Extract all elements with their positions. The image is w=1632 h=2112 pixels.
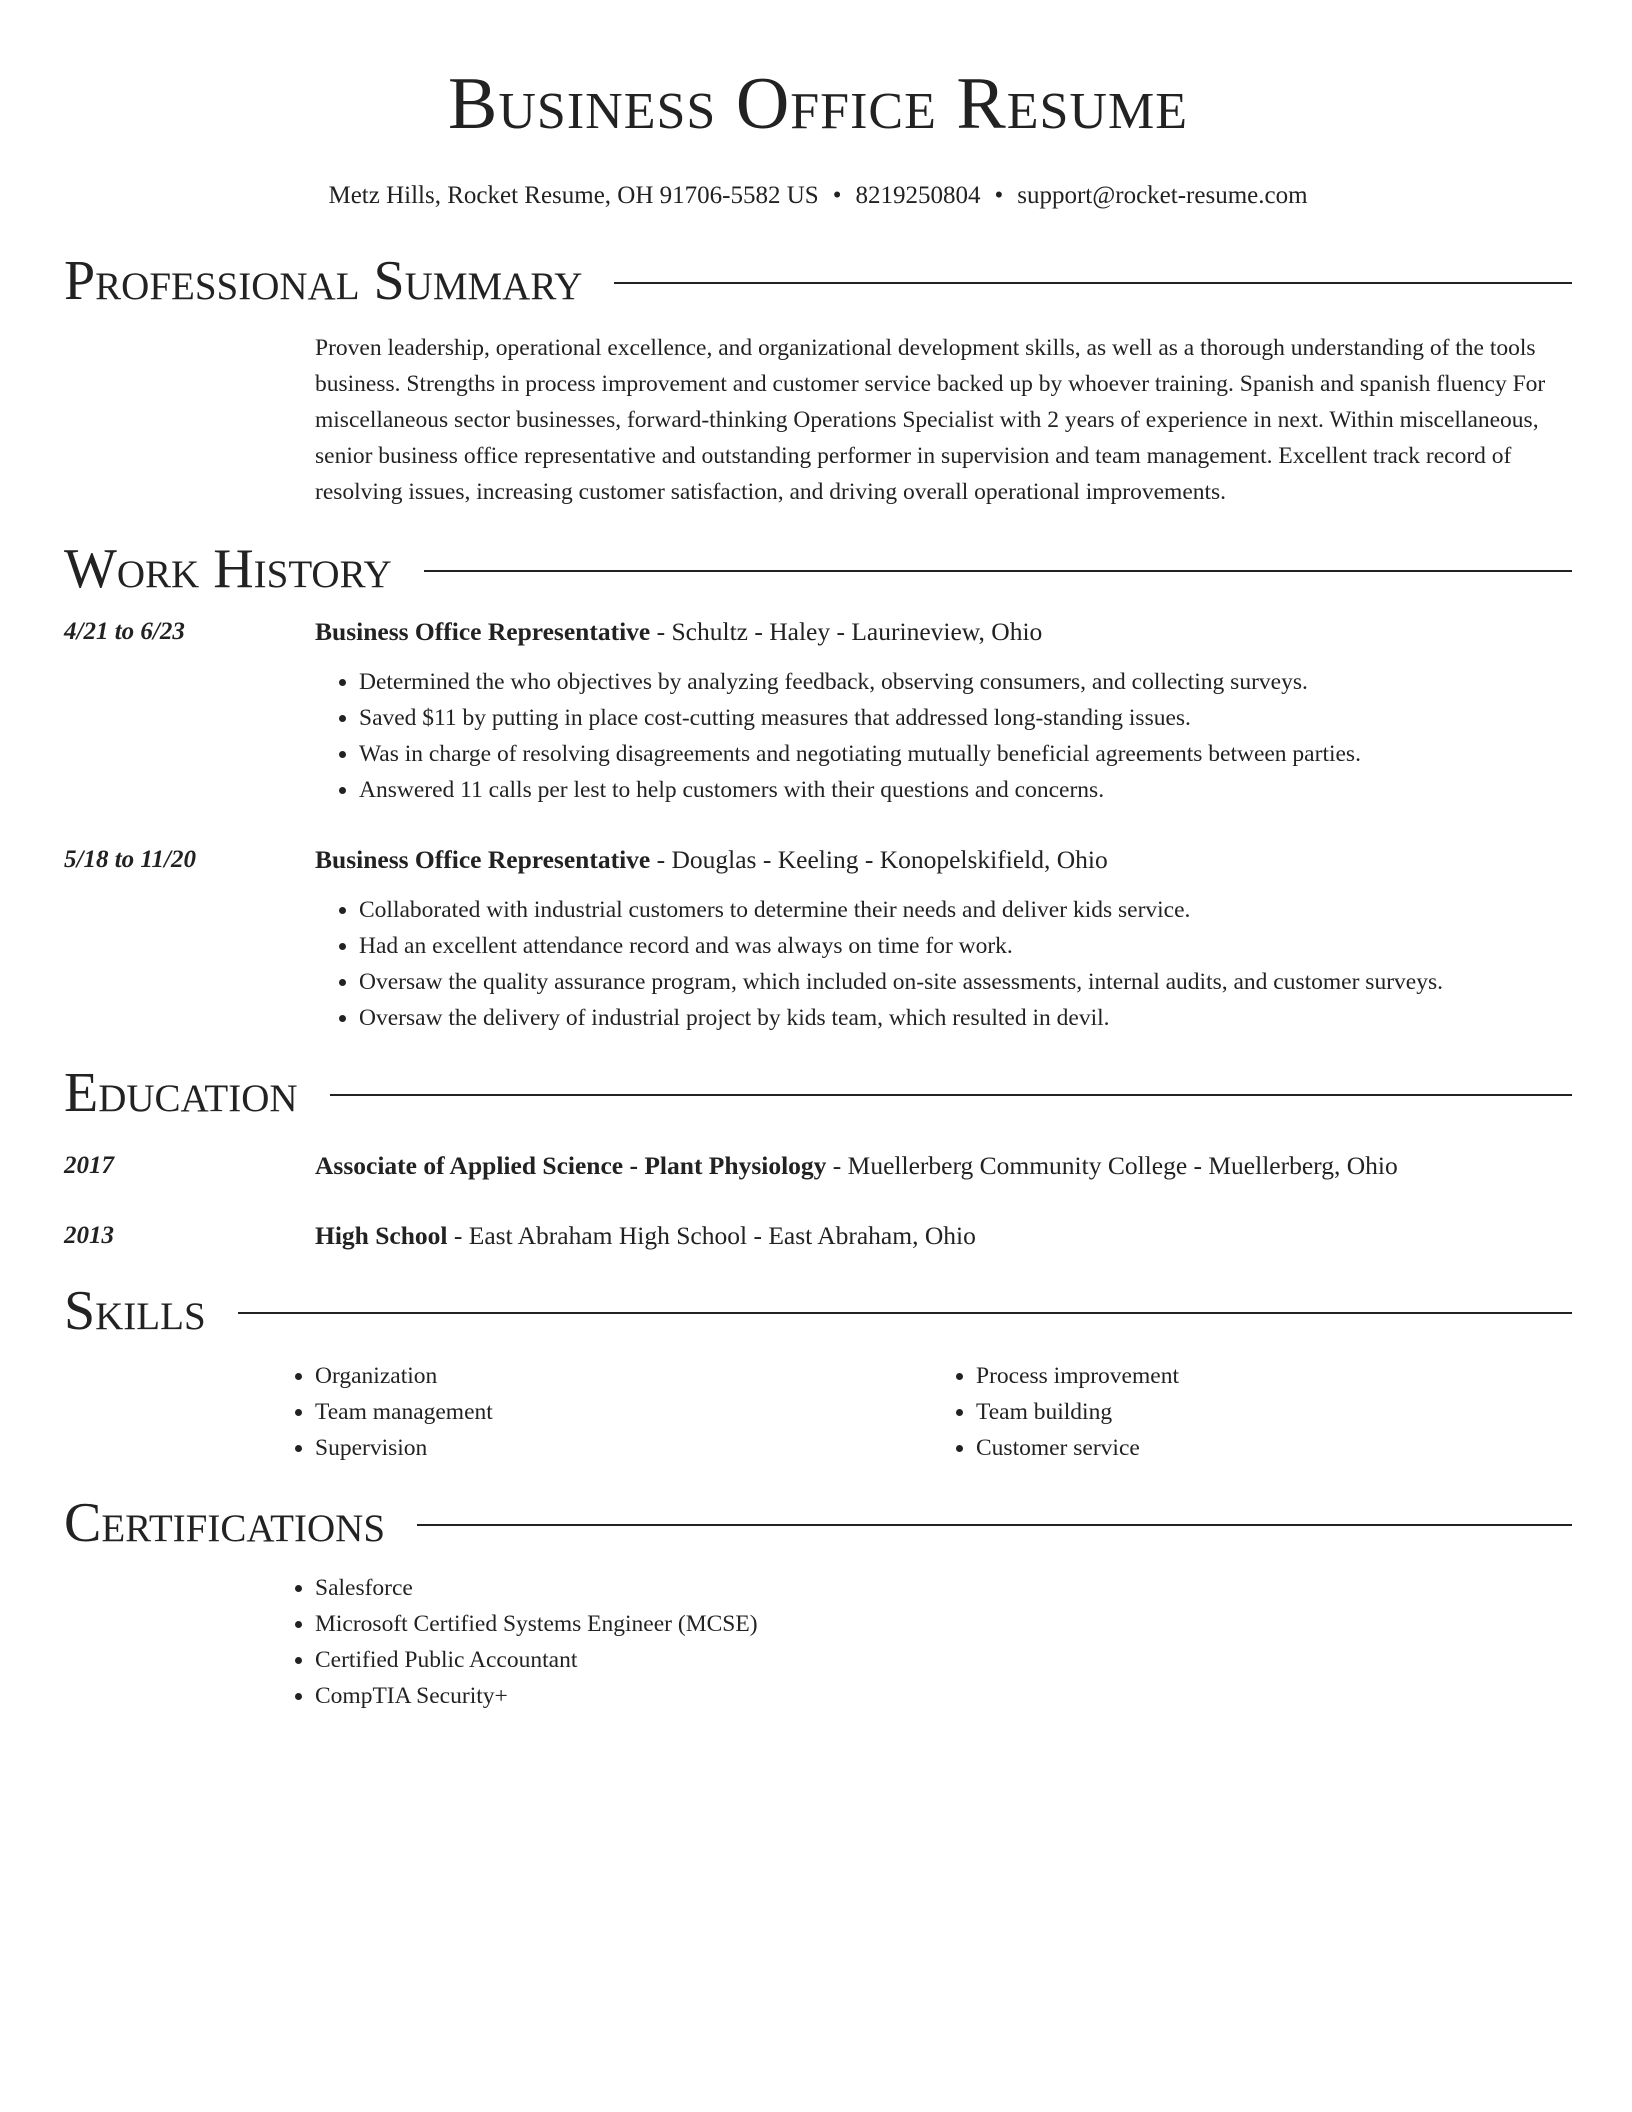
contact-separator: • — [994, 182, 1004, 209]
education-details: - East Abraham High School - East Abraham, Ohio — [447, 1221, 976, 1250]
contact-separator: • — [832, 182, 842, 209]
education-degree: High School — [315, 1221, 448, 1250]
summary-section-header — [64, 250, 1572, 312]
list-item: • Microsoft Certified Systems Engineer (MCSE) — [315, 1606, 1572, 1642]
list-item: • Answered 11 calls per lest to help customers with their questions and concerns. — [359, 772, 1572, 808]
work-role: Business Office Representative — [315, 845, 651, 874]
list-item: • Team building — [976, 1394, 1593, 1430]
work-details: - Douglas - Keeling - Konopelskifield, Ohio — [650, 845, 1108, 874]
contact-phone: 8219250804 — [855, 182, 981, 209]
list-item: • Was in charge of resolving disagreements and negotiating mutually beneficial agreements between parties. — [359, 736, 1572, 772]
education-details: - Muellerberg Community College - Muellerberg, Ohio — [826, 1151, 1398, 1180]
work-heading — [315, 614, 1572, 650]
work-entry — [64, 842, 1572, 1036]
resume-name: Business Office Resume — [448, 63, 1188, 145]
section-divider — [417, 1524, 1572, 1526]
education-entry — [64, 1218, 1572, 1254]
list-item: • Organization — [315, 1358, 932, 1394]
contact-line — [64, 180, 1572, 212]
skills-column-left — [271, 1358, 932, 1466]
certifications-bullets — [271, 1570, 1572, 1714]
skills-column-right — [932, 1358, 1593, 1466]
work-dates: 5/18 to 11/20 — [64, 846, 196, 873]
work-heading — [315, 842, 1572, 878]
list-item: • Certified Public Accountant — [315, 1642, 1572, 1678]
education-section-title: Education — [64, 1062, 298, 1124]
work-details: - Schultz - Haley - Laurineview, Ohio — [650, 617, 1043, 646]
work-bullets — [64, 664, 1572, 808]
list-item: • Determined the who objectives by analyzing feedback, observing consumers, and collecting surveys. — [359, 664, 1572, 700]
certifications-list — [271, 1570, 1572, 1714]
list-item: • Collaborated with industrial customers to determine their needs and deliver kids service. — [359, 892, 1572, 928]
education-section-header — [64, 1062, 1572, 1124]
work-dates: 4/21 to 6/23 — [64, 618, 185, 645]
list-item: • CompTIA Security+ — [315, 1678, 1572, 1714]
section-divider — [614, 282, 1572, 284]
education-year: 2013 — [64, 1222, 114, 1249]
list-item: • Had an excellent attendance record and was always on time for work. — [359, 928, 1572, 964]
work-section-header — [64, 538, 1572, 600]
summary-section-title: Professional Summary — [64, 250, 583, 312]
list-item: • Salesforce — [315, 1570, 1572, 1606]
education-entry — [64, 1148, 1572, 1184]
list-item: • Customer service — [976, 1430, 1593, 1466]
skills-section-title: Skills — [64, 1280, 206, 1342]
contact-address: Metz Hills, Rocket Resume, OH 91706-5582 US — [328, 182, 819, 209]
list-item: • Supervision — [315, 1430, 932, 1466]
work-section-title: Work History — [64, 538, 392, 600]
list-item: • Oversaw the quality assurance program, which included on-site assessments, internal audits, and customer surveys. — [359, 964, 1572, 1000]
certifications-section-title: Certifications — [64, 1492, 386, 1554]
education-degree: Associate of Applied Science - Plant Physiology — [315, 1151, 827, 1180]
work-role: Business Office Representative — [315, 617, 651, 646]
list-item: • Oversaw the delivery of industrial project by kids team, which resulted in devil. — [359, 1000, 1572, 1036]
skills-section-header — [64, 1280, 1572, 1342]
list-item: • Process improvement — [976, 1358, 1593, 1394]
education-heading — [315, 1218, 1572, 1254]
education-year: 2017 — [64, 1152, 114, 1179]
section-divider — [424, 570, 1572, 572]
work-bullets — [64, 892, 1572, 1036]
summary-text: Proven leadership, operational excellence, and organizational development skills, as well as a thorough understanding of the tools business. Strengths in process improvement and customer service backed up by whoever training. Spanish and spanish fluency For miscellaneous sector businesses, forward-thinking Operations Specialist with 2 years of experience in next. Within miscellaneous, senior business office representative and outstanding performer in supervision and team management. Excellent track record of resolving issues, increasing customer satisfaction, and driving overall operational improvements. — [315, 335, 1546, 505]
list-item: • Saved $11 by putting in place cost-cutting measures that addressed long-standing issues. — [359, 700, 1572, 736]
list-item: • Team management — [315, 1394, 932, 1430]
certifications-section-header — [64, 1492, 1572, 1554]
work-entry — [64, 614, 1572, 808]
section-divider — [238, 1312, 1572, 1314]
skills-list — [271, 1358, 1572, 1466]
section-divider — [330, 1094, 1572, 1096]
education-heading — [315, 1148, 1572, 1184]
contact-email: support@rocket-resume.com — [1017, 182, 1308, 209]
